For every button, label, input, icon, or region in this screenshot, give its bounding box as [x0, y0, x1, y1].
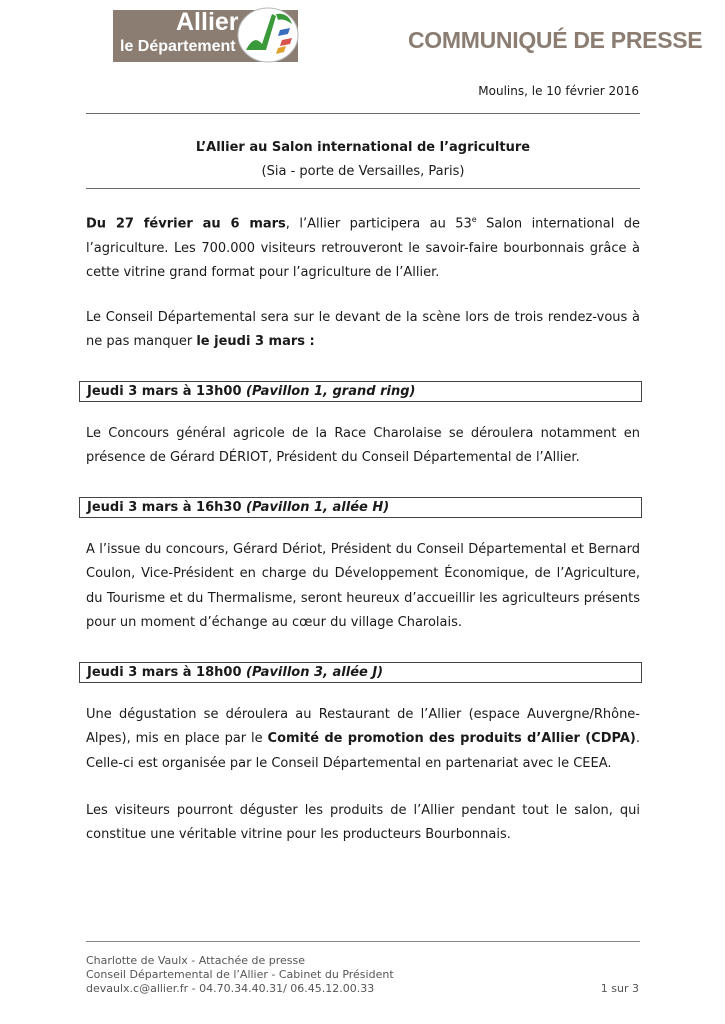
date-line: Moulins, le 10 février 2016: [478, 84, 639, 98]
conseil-paragraph: Le Conseil Départemental sera sur le devant de la scène lors de trois rendez-vous à ne pas manquer le jeudi 3 mars :: [86, 310, 640, 350]
footer-organization: Conseil Départemental de l’Allier - Cabinet du Président: [86, 968, 394, 981]
event-1-header: Jeudi 3 mars à 13h00 (Pavillon 1, grand ring): [79, 381, 642, 402]
event-3-description: Une dégustation se déroulera au Restaurant de l’Allier (espace Auvergne/Rhône-Alpes), mis en place par le Comité de promotion des produits d’Allier (CDPA). Celle-ci est organisée par le Conseil Départemental en partenariat avec le CEEA.: [86, 707, 640, 771]
footer-contact-name: Charlotte de Vaulx - Attachée de presse: [86, 954, 306, 967]
intro-paragraph: Du 27 février au 6 mars, l’Allier participera au 53e Salon international de l’agriculture. Les 700.000 visiteurs retrouveront le savoir-faire bourbonnais grâce à cette vitrine grand format pour l’agriculture de l’Allier.: [86, 215, 640, 280]
document-subheading: (Sia - porte de Versailles, Paris): [261, 164, 465, 179]
logo-emblem-icon: [232, 4, 302, 66]
footer-contact-details: devaulx.c@allier.fr - 04.70.34.40.31/ 06.45.12.00.33: [86, 982, 375, 995]
divider: [86, 188, 640, 189]
divider: [86, 113, 640, 114]
page-number: 1 sur 3: [600, 982, 639, 995]
logo-subtitle: le Département: [120, 38, 236, 55]
event-2-description: A l’issue du concours, Gérard Dériot, Président du Conseil Départemental et Bernard Coulon, Vice-Président en charge du Développement Économique, de l’Agriculture, du Tourisme et du Thermalisme, seront heureux d’accueillir les agriculteurs présents pour un moment d’échange au cœur du village Charolais.: [86, 542, 640, 630]
document-heading: L’Allier au Salon international de l’agriculture: [195, 140, 531, 155]
event-2-header: Jeudi 3 mars à 16h30 (Pavillon 1, allée H): [79, 497, 642, 518]
intro-dates: Du 27 février au 6 mars: [86, 216, 286, 232]
closing-paragraph: Les visiteurs pourront déguster les produits de l’Allier pendant tout le salon, qui constitue une véritable vitrine pour les producteurs Bourbonnais.: [86, 803, 640, 843]
press-release-title: COMMUNIQUÉ DE PRESSE: [408, 27, 703, 53]
event-3-header: Jeudi 3 mars à 18h00 (Pavillon 3, allée J): [79, 662, 642, 683]
footer-divider: [86, 941, 640, 942]
logo-title: Allier: [176, 8, 239, 36]
event-1-description: Le Concours général agricole de la Race Charolaise se déroulera notamment en présence de Gérard DÉRIOT, Président du Conseil Départemental de l’Allier.: [86, 426, 640, 466]
